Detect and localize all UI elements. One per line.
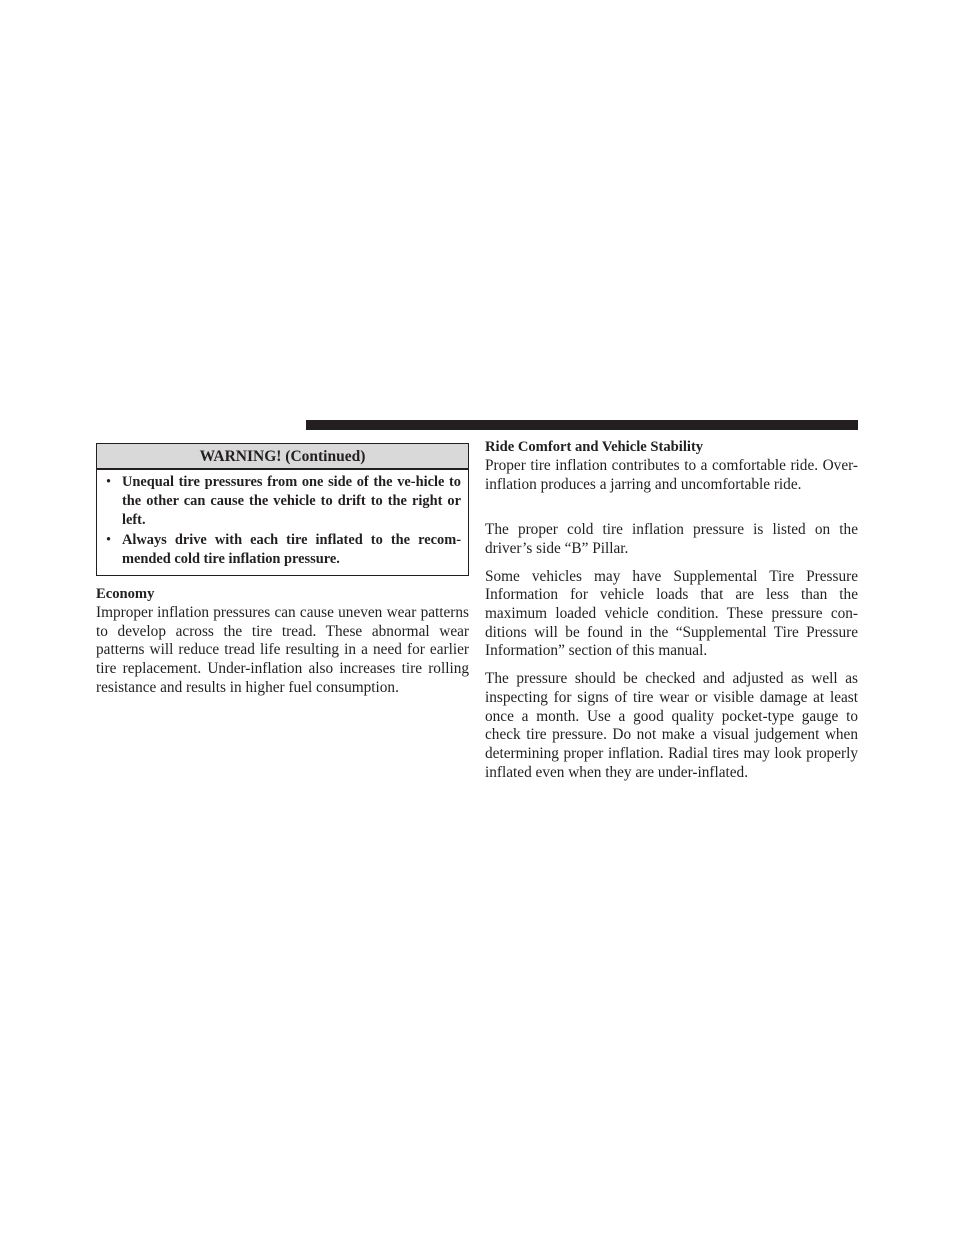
supplemental-info-paragraph: Some vehicles may have Supplemental Tire Pressure Information for vehicle loads that are less than the maximum loaded vehicle condition. These pressure con-ditions will be found in the “Supplemental Tire Pressure Information” section of this manual.	[485, 567, 858, 660]
warning-item-text: Unequal tire pressures from one side of the ve-hicle to the other can cause the vehicle to drift to the right or left.	[122, 474, 461, 528]
ride-comfort-paragraph: Proper tire inflation contributes to a comfortable ride. Over-inflation produces a jarring and uncomfortable ride.	[485, 456, 858, 493]
warning-item	[106, 531, 461, 569]
bullet-icon: •	[106, 474, 112, 490]
bullet-icon: •	[106, 532, 112, 548]
economy-paragraph: Improper inflation pressures can cause uneven wear patterns to develop across the tire tread. These abnormal wear patterns will reduce tread life resulting in a need for earlier tire replacement. Under-inflation also increases tire rolling resistance and results in higher fuel consumption.	[96, 603, 469, 696]
header-rule	[306, 420, 858, 430]
warning-item-text: Always drive with each tire inflated to the recom-mended cold tire inflation pressure.	[122, 532, 461, 567]
warning-item	[106, 473, 461, 530]
economy-heading: Economy	[96, 586, 155, 602]
warning-title: WARNING! (Continued)	[97, 444, 468, 470]
left-column	[96, 443, 469, 697]
ride-comfort-heading: Ride Comfort and Vehicle Stability	[485, 439, 704, 455]
warning-box	[96, 443, 469, 576]
b-pillar-paragraph: The proper cold tire inflation pressure is listed on the driver’s side “B” Pillar.	[485, 521, 858, 557]
warning-list	[97, 470, 468, 575]
right-column	[485, 438, 858, 782]
pressure-check-paragraph: The pressure should be checked and adjusted as well as inspecting for signs of tire wear or visible damage at least once a month. Use a good quality pocket-type gauge to check tire pressure. Do not make a visual judgement when determining proper inflation. Radial tires may look properly inflated even when they are under-inflated.	[485, 670, 858, 781]
